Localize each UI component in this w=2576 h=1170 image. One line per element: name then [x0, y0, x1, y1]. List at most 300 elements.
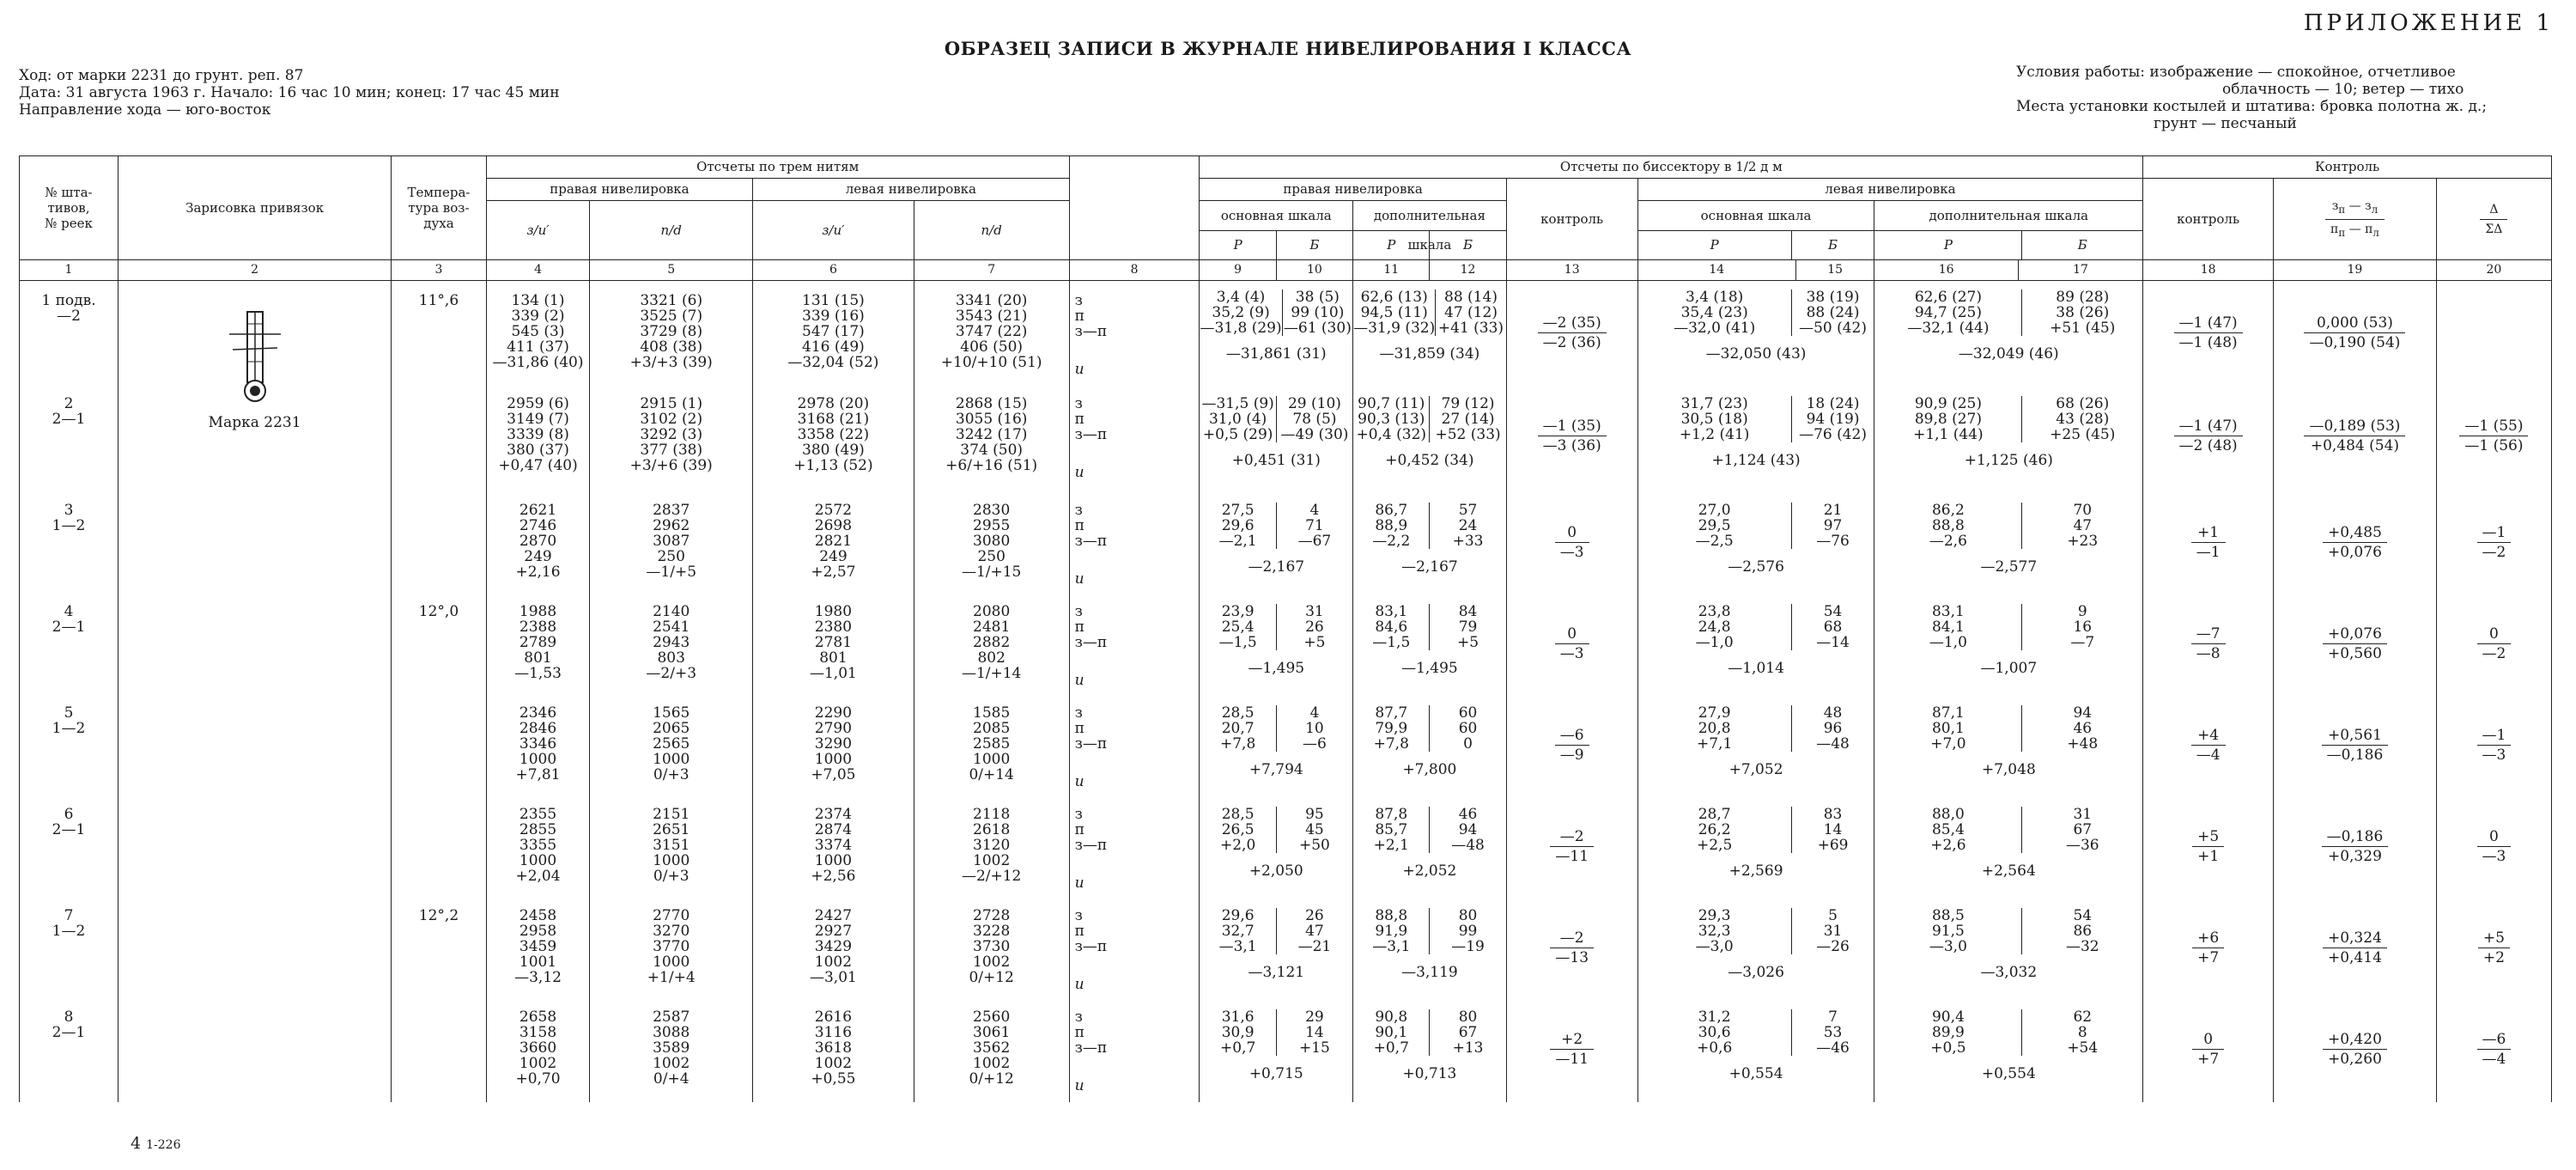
left-main-pair: 3,4 (18) 35,4 (23) —32,0 (41) 38 (19) 88 (24) —50 (42) —32,050 (43) — [1637, 281, 1874, 387]
fraction: $\frac{0}{—3}$ — [1555, 523, 1589, 562]
cell-text: 6 2—1 — [52, 805, 86, 838]
fraction: $\frac{—2 (35)}{—2 (36)}$ — [1538, 314, 1607, 352]
soil-line: грунт — песчаный — [2154, 115, 2297, 132]
table-row — [20, 1001, 2552, 1102]
pair-sum: —32,049 (46) — [1958, 345, 2059, 363]
column-number: 18 — [2143, 260, 2274, 281]
reading-col6 — [753, 697, 914, 798]
page-footer — [131, 1134, 181, 1153]
fraction: $\frac{+0,561}{—0,186}$ — [2322, 726, 2389, 765]
cell-text: 2346 2846 3346 1000 +7,81 — [515, 704, 561, 783]
cell-text: 2915 (1) 3102 (2) 3292 (3) 377 (38) +3/+6 (39) — [629, 394, 713, 474]
reading-col5 — [590, 697, 753, 798]
pair-sum: +7,052 — [1728, 760, 1783, 778]
column-number: 2 — [118, 260, 392, 281]
left-add-pair: 86,2 88,8 —2,6 70 47 +23 —2,577 — [1874, 494, 2143, 595]
left-main-pair: 31,7 (23) 30,5 (18) +1,2 (41) 18 (24) 94 (19) —76 (42) +1,124 (43) — [1637, 387, 1874, 494]
fraction: $\frac{0}{+7}$ — [2192, 1030, 2224, 1069]
cell-text: 1565 2065 2565 1000 0/+3 — [653, 704, 690, 783]
pair-sum: —1,014 — [1728, 659, 1784, 677]
three-threads-header: Отсчеты по трем нитям — [486, 156, 1069, 179]
reading-col7 — [914, 798, 1069, 899]
fraction: $\frac{0}{—2}$ — [2477, 625, 2512, 663]
fraction: $\frac{+4}{—4}$ — [2191, 726, 2226, 765]
pair-sum: +2,564 — [1981, 862, 2036, 880]
column-number: 20 — [2436, 260, 2551, 281]
label-col8 — [1069, 798, 1200, 899]
date-line: Дата: 31 августа 1963 г. Начало: 16 час 10 мин; конец: 17 час 45 мин — [19, 84, 560, 101]
col20-header: $\frac{\Delta}{\Sigma\Delta}$ — [2436, 179, 2551, 260]
control-col20 — [2436, 387, 2551, 494]
cell-text: 2355 2855 3355 1000 +2,04 — [515, 805, 561, 885]
right-main-pair: 3,4 (4) 35,2 (9) —31,8 (29) 38 (5) 99 (10) —61 (30) —31,861 (31) — [1200, 281, 1353, 387]
reading-col5 — [590, 798, 753, 899]
sketch-cell — [118, 899, 392, 1001]
pair-sum: +0,554 — [1981, 1064, 2036, 1082]
temp-cell — [392, 697, 487, 798]
cell-text: 2374 2874 3374 1000 +2,56 — [811, 805, 856, 885]
pair-sum: —3,119 — [1401, 963, 1458, 981]
table-row — [20, 697, 2552, 798]
label-col8 — [1069, 281, 1200, 387]
pair-sum: +2,569 — [1728, 862, 1783, 880]
fraction: $\frac{—0,186}{+0,329}$ — [2322, 827, 2389, 866]
column-number: 9 — [1200, 260, 1276, 281]
levelling-table — [19, 155, 2552, 1102]
pair-sum: —31,859 (34) — [1379, 345, 1480, 363]
left-main-scale: основная шкала Р Б — [1637, 201, 1874, 260]
left-add-scale: дополнительная шкала Р Б — [1874, 201, 2143, 260]
control-col19 — [2274, 281, 2437, 387]
right-main-pair: —31,5 (9) 31,0 (4) +0,5 (29) 29 (10) 78 (5) —49 (30) +0,451 (31) — [1200, 387, 1353, 494]
col6-header: з/и′ — [753, 201, 914, 260]
cell-text: 1988 2388 2789 801 —1,53 — [514, 602, 562, 682]
cell-text: 2118 2618 3120 1002 —2/+12 — [961, 805, 1022, 885]
station-cell — [20, 899, 118, 1001]
reading-col6 — [753, 281, 914, 387]
pair-sum: +7,800 — [1402, 760, 1457, 778]
reading-col6 — [753, 899, 914, 1001]
cell-text: 2151 2651 3151 1000 0/+3 — [653, 805, 690, 885]
reading-col6 — [753, 494, 914, 595]
pair-sum: +0,452 (34) — [1385, 451, 1474, 469]
left-lev2-header: левая нивелировка — [1637, 179, 2143, 201]
control-col18 — [2143, 595, 2274, 697]
cell-text: 1980 2380 2781 801 —1,01 — [809, 602, 857, 682]
fraction: $\frac{—1 (55)}{—1 (56)}$ — [2459, 417, 2528, 455]
label-col8 — [1069, 697, 1200, 798]
route-info — [19, 67, 560, 119]
sum-label: и — [1074, 570, 1084, 588]
pair-sum: —2,577 — [1980, 558, 2038, 576]
work-conditions — [2016, 64, 2487, 132]
cell-text: 2978 (20) 3168 (21) 3358 (22) 380 (49) +1,13 (52) — [793, 394, 873, 474]
control-col19 — [2274, 494, 2437, 595]
left-main-pair: 31,2 30,6 +0,6 7 53 —46 +0,554 — [1637, 1001, 1874, 1102]
col19-header: $\frac{з_п — з_л}{п_п — п_л}$ — [2274, 179, 2437, 260]
control-col19 — [2274, 899, 2437, 1001]
control-col18 — [2143, 899, 2274, 1001]
label-col8 — [1069, 899, 1200, 1001]
control-col20 — [2436, 281, 2551, 387]
control-col18 — [2143, 798, 2274, 899]
table-row — [20, 494, 2552, 595]
cell-text: 1 подв. —2 — [41, 292, 96, 325]
reading-col7 — [914, 494, 1069, 595]
cell-text: 2616 3116 3618 1002 +0,55 — [811, 1008, 856, 1088]
control-col20 — [2436, 697, 2551, 798]
fraction: $\frac{—2}{—13}$ — [1550, 929, 1594, 967]
cell-text: 2140 2541 2943 803 —2/+3 — [646, 602, 697, 682]
right-add-scale: дополнительная шкала Р Б — [1353, 201, 1507, 260]
reading-col4 — [486, 1001, 590, 1102]
right-main-pair: 29,6 32,7 —3,1 26 47 —21 —3,121 — [1200, 899, 1353, 1001]
cell-text: з п з—п — [1074, 1008, 1108, 1057]
reading-col6 — [753, 1001, 914, 1102]
table-row — [20, 595, 2552, 697]
column-numbers-row — [20, 260, 2552, 281]
control-col18 — [2143, 281, 2274, 387]
cell-text: 2658 3158 3660 1002 +0,70 — [515, 1008, 561, 1088]
reading-col7 — [914, 281, 1069, 387]
fraction: $\frac{+0,420}{+0,260}$ — [2323, 1030, 2387, 1069]
table-row — [20, 281, 2552, 387]
sum-label: и — [1074, 361, 1084, 378]
fraction: $\frac{0,000 (53)}{—0,190 (54)}$ — [2304, 314, 2405, 352]
cell-text: 2427 2927 3429 1002 —3,01 — [809, 906, 857, 986]
left-add-pair: 90,9 (25) 89,8 (27) +1,1 (44) 68 (26) 43 (28) +25 (45) +1,125 (46) — [1874, 387, 2143, 494]
fraction: $\frac{—6}{—9}$ — [1555, 726, 1589, 765]
right-add-pair: 90,7 (11) 90,3 (13) +0,4 (32) 79 (12) 27 (14) +52 (33) +0,452 (34) — [1353, 387, 1507, 494]
page-number: 4 — [131, 1134, 142, 1153]
control-col13 — [1506, 1001, 1637, 1102]
control-col20 — [2436, 1001, 2551, 1102]
cell-text: з п з—п — [1074, 501, 1108, 550]
pair-sum: —32,050 (43) — [1705, 345, 1807, 363]
reading-col5 — [590, 281, 753, 387]
column-number: 14 — [1637, 260, 1795, 281]
page-title: ОБРАЗЕЦ ЗАПИСИ В ЖУРНАЛЕ НИВЕЛИРОВАНИЯ I КЛАССА — [944, 38, 1632, 59]
control-col19 — [2274, 798, 2437, 899]
cell-text: 2621 2746 2870 249 +2,16 — [515, 501, 561, 581]
fraction: $\frac{—6}{—4}$ — [2477, 1030, 2512, 1069]
fraction: $\frac{—7}{—8}$ — [2191, 625, 2226, 663]
cell-text: 3321 (6) 3525 (7) 3729 (8) 408 (38) +3/+3 (39) — [629, 292, 713, 371]
sum-label: и — [1074, 1076, 1084, 1094]
cell-text: 2830 2955 3080 250 —1/+15 — [961, 501, 1022, 581]
fraction: $\frac{+1}{—1}$ — [2191, 523, 2226, 562]
cell-text: 12°,2 — [418, 906, 459, 924]
cell-text: 2 2—1 — [52, 394, 86, 428]
pair-sum: +1,124 (43) — [1711, 451, 1801, 469]
cell-text: 3 1—2 — [52, 501, 86, 534]
left-main-pair: 27,9 20,8 +7,1 48 96 —48 +7,052 — [1637, 697, 1874, 798]
column-number: 13 — [1506, 260, 1637, 281]
control-col13 — [1506, 494, 1637, 595]
temp-cell — [392, 595, 487, 697]
reading-col4 — [486, 387, 590, 494]
pair-sum: +7,794 — [1249, 760, 1303, 778]
table-row — [20, 798, 2552, 899]
reading-col4 — [486, 899, 590, 1001]
left-main-pair: 27,0 29,5 —2,5 21 97 —76 —2,576 — [1637, 494, 1874, 595]
column-number: 15 — [1795, 260, 1874, 281]
right-add-pair: 87,8 85,7 +2,1 46 94 —48 +2,052 — [1353, 798, 1507, 899]
column-number: 6 — [753, 260, 914, 281]
cell-text: 3341 (20) 3543 (21) 3747 (22) 406 (50) +10/+10 (51) — [940, 292, 1042, 371]
col8-header — [1069, 156, 1200, 260]
reading-col4 — [486, 798, 590, 899]
cell-text: з п з—п — [1074, 602, 1108, 651]
fraction: $\frac{+0,485}{+0,076}$ — [2323, 523, 2387, 562]
reading-col4 — [486, 281, 590, 387]
col13-header: контроль — [1506, 179, 1637, 260]
right-add-pair: 86,7 88,9 —2,2 57 24 +33 —2,167 — [1353, 494, 1507, 595]
control-col13 — [1506, 899, 1637, 1001]
reading-col4 — [486, 697, 590, 798]
right-add-pair: 87,7 79,9 +7,8 60 60 0 +7,800 — [1353, 697, 1507, 798]
reading-col6 — [753, 798, 914, 899]
direction-line: Направление хода — юго-восток — [19, 101, 271, 119]
cell-text: з п з—п — [1074, 704, 1108, 753]
fraction: $\frac{+2}{—11}$ — [1550, 1030, 1594, 1069]
right-add-pair: 88,8 91,9 —3,1 80 99 —19 —3,119 — [1353, 899, 1507, 1001]
pair-sum: —2,167 — [1401, 558, 1458, 576]
pair-sum: +0,713 — [1402, 1064, 1457, 1082]
reading-col7 — [914, 595, 1069, 697]
route-line: Ход: от марки 2231 до грунт. реп. 87 — [19, 67, 304, 84]
fraction: $\frac{—1 (47)}{—1 (48)}$ — [2174, 314, 2243, 352]
pair-sum: —3,121 — [1248, 963, 1305, 981]
control-col13 — [1506, 595, 1637, 697]
station-cell — [20, 1001, 118, 1102]
right-lev2-header: правая нивелировка — [1200, 179, 1506, 201]
column-number: 12 — [1430, 260, 1506, 281]
column-number: 8 — [1069, 260, 1200, 281]
reading-col5 — [590, 1001, 753, 1102]
reading-col6 — [753, 595, 914, 697]
fraction: $\frac{+5}{+1}$ — [2192, 827, 2224, 866]
table-row — [20, 387, 2552, 494]
control-col20 — [2436, 494, 2551, 595]
column-number: 4 — [486, 260, 590, 281]
cell-text: 2587 3088 3589 1002 0/+4 — [653, 1008, 690, 1088]
left-main-pair: 28,7 26,2 +2,5 83 14 +69 +2,569 — [1637, 798, 1874, 899]
left-main-pair: 23,8 24,8 —1,0 54 68 —14 —1,014 — [1637, 595, 1874, 697]
sum-label: и — [1074, 874, 1084, 892]
left-lev-header: левая нивелировка — [753, 179, 1070, 201]
appendix-label: ПРИЛОЖЕНИЕ 1 — [2303, 10, 2554, 36]
right-add-pair: 83,1 84,6 —1,5 84 79 +5 —1,495 — [1353, 595, 1507, 697]
station-cell — [20, 387, 118, 494]
reading-col5 — [590, 899, 753, 1001]
cell-text: 2560 3061 3562 1002 0/+12 — [969, 1008, 1014, 1088]
pair-sum: +2,052 — [1402, 862, 1457, 880]
pair-sum: —1,007 — [1980, 659, 2038, 677]
fraction: $\frac{+0,324}{+0,414}$ — [2323, 929, 2387, 967]
cell-text: 2959 (6) 3149 (7) 3339 (8) 380 (37) +0,47 (40) — [498, 394, 578, 474]
column-number: 11 — [1353, 260, 1430, 281]
sketch-cell — [118, 1001, 392, 1102]
reading-col5 — [590, 387, 753, 494]
cell-text: з п з—п — [1074, 292, 1108, 340]
benchmark-sketch — [118, 307, 391, 410]
reading-col7 — [914, 697, 1069, 798]
cell-text: 134 (1) 339 (2) 545 (3) 411 (37) —31,86 (40) — [492, 292, 584, 371]
cell-text: 2868 (15) 3055 (16) 3242 (17) 374 (50) +6/+16 (51) — [945, 394, 1038, 474]
right-main-scale: основная шкала Р Б — [1200, 201, 1353, 260]
right-main-pair: 31,6 30,9 +0,7 29 14 +15 +0,715 — [1200, 1001, 1353, 1102]
cell-text: 5 1—2 — [52, 704, 86, 737]
right-main-pair: 28,5 26,5 +2,0 95 45 +50 +2,050 — [1200, 798, 1353, 899]
fraction: $\frac{0}{—3}$ — [1555, 625, 1589, 663]
reading-col7 — [914, 899, 1069, 1001]
control-col18 — [2143, 697, 2274, 798]
pair-sum: +0,451 (31) — [1231, 451, 1321, 469]
fraction: $\frac{+5}{+2}$ — [2478, 929, 2510, 967]
station-cell — [20, 798, 118, 899]
col5-header: п/d — [590, 201, 753, 260]
label-col8 — [1069, 595, 1200, 697]
bisector-header: Отсчеты по биссектору в 1/2 д м — [1200, 156, 2143, 179]
temp-cell — [392, 281, 487, 387]
pair-sum: +0,554 — [1728, 1064, 1783, 1082]
table-row — [20, 899, 2552, 1001]
table-body — [20, 281, 2552, 1102]
cell-text: з п з—п — [1074, 394, 1108, 443]
control-col13 — [1506, 798, 1637, 899]
right-main-pair: 28,5 20,7 +7,8 4 10 —6 +7,794 — [1200, 697, 1353, 798]
label-col8 — [1069, 494, 1200, 595]
cell-text: 11°,6 — [418, 292, 459, 309]
control-col19 — [2274, 1001, 2437, 1102]
pair-sum: +1,125 (46) — [1964, 451, 2053, 469]
left-add-pair: 88,5 91,5 —3,0 54 86 —32 —3,032 — [1874, 899, 2143, 1001]
control-col20 — [2436, 595, 2551, 697]
control-col19 — [2274, 595, 2437, 697]
cell-text: 131 (15) 339 (16) 547 (17) 416 (49) —32,04 (52) — [787, 292, 879, 371]
sketch-cell — [118, 697, 392, 798]
pair-sum: +0,715 — [1249, 1064, 1303, 1082]
fraction: $\frac{—1 (35)}{—3 (36)}$ — [1538, 417, 1607, 455]
right-add-pair: 62,6 (13) 94,5 (11) —31,9 (32) 88 (14) 47 (12) +41 (33) —31,859 (34) — [1353, 281, 1507, 387]
temp-cell — [392, 387, 487, 494]
fraction: $\frac{—2}{—11}$ — [1550, 827, 1594, 866]
control-col13 — [1506, 387, 1637, 494]
control-col13 — [1506, 281, 1637, 387]
column-number: 10 — [1276, 260, 1352, 281]
cell-text: 2837 2962 3087 250 —1/+5 — [646, 501, 697, 581]
cell-text: 2728 3228 3730 1002 0/+12 — [969, 906, 1014, 986]
column-number: 1 — [20, 260, 118, 281]
reading-col7 — [914, 1001, 1069, 1102]
label-col8 — [1069, 1001, 1200, 1102]
column-number: 3 — [392, 260, 487, 281]
col18-header: контроль — [2143, 179, 2274, 260]
col-sketch-header: Зарисовка привязок — [118, 156, 392, 260]
reading-col6 — [753, 387, 914, 494]
fraction: $\frac{—1}{—2}$ — [2477, 523, 2512, 562]
column-number: 17 — [2018, 260, 2142, 281]
reading-col5 — [590, 494, 753, 595]
station-cell — [20, 595, 118, 697]
cell-text: 2080 2481 2882 802 —1/+14 — [961, 602, 1022, 682]
cell-text: 1585 2085 2585 1000 0/+14 — [969, 704, 1014, 783]
placement-line: Места установки костылей и штатива: бровка полотна ж. д.; — [2016, 98, 2488, 115]
pair-sum: +2,050 — [1249, 862, 1303, 880]
pair-sum: —2,576 — [1728, 558, 1784, 576]
temp-cell — [392, 798, 487, 899]
fraction: $\frac{—0,189 (53)}{+0,484 (54)}$ — [2304, 417, 2405, 455]
left-add-pair: 90,4 89,9 +0,5 62 8 +54 +0,554 — [1874, 1001, 2143, 1102]
left-main-pair: 29,3 32,3 —3,0 5 31 —26 —3,026 — [1637, 899, 1874, 1001]
sum-label: и — [1074, 463, 1084, 481]
right-lev-header: правая нивелировка — [486, 179, 752, 201]
pair-sum: —1,495 — [1401, 659, 1458, 677]
temp-cell — [392, 494, 487, 595]
sum-label: и — [1074, 671, 1084, 689]
sketch-cell — [118, 281, 392, 494]
pair-sum: —2,167 — [1248, 558, 1305, 576]
fraction: $\frac{0}{—3}$ — [2477, 827, 2512, 866]
control-col19 — [2274, 387, 2437, 494]
col7-header: п/d — [914, 201, 1069, 260]
pair-sum: —31,861 (31) — [1225, 345, 1327, 363]
station-cell — [20, 697, 118, 798]
reading-col7 — [914, 387, 1069, 494]
pair-sum: —1,495 — [1248, 659, 1305, 677]
temp-cell — [392, 1001, 487, 1102]
cell-text: 12°,0 — [418, 602, 459, 620]
column-number: 16 — [1874, 260, 2018, 281]
cell-text: з п з—п — [1074, 906, 1108, 955]
col-temp-header: Темпера- тура воз- духа — [392, 156, 487, 260]
cell-text: 4 2—1 — [52, 602, 86, 636]
right-main-pair: 27,5 29,6 —2,1 4 71 —67 —2,167 — [1200, 494, 1353, 595]
station-cell — [20, 281, 118, 387]
left-add-pair: 62,6 (27) 94,7 (25) —32,1 (44) 89 (28) 38 (26) +51 (45) —32,049 (46) — [1874, 281, 2143, 387]
control-group-header: Контроль — [2143, 156, 2552, 179]
column-number: 19 — [2274, 260, 2437, 281]
column-number: 5 — [590, 260, 753, 281]
sketch-cell — [118, 494, 392, 595]
cloud-line: облачность — 10; ветер — тихо — [2222, 81, 2464, 98]
cell-text: 7 1—2 — [52, 906, 86, 940]
control-col13 — [1506, 697, 1637, 798]
print-code: 1-226 — [146, 1138, 181, 1152]
control-col18 — [2143, 1001, 2274, 1102]
sketch-cell — [118, 595, 392, 697]
benchmark-icon — [221, 307, 289, 410]
left-add-pair: 88,0 85,4 +2,6 31 67 —36 +2,564 — [1874, 798, 2143, 899]
col-station-header: № шта- тивов, № реек — [20, 156, 118, 260]
control-col18 — [2143, 494, 2274, 595]
fraction: $\frac{+0,076}{+0,560}$ — [2323, 625, 2387, 663]
left-add-pair: 87,1 80,1 +7,0 94 46 +48 +7,048 — [1874, 697, 2143, 798]
right-add-pair: 90,8 90,1 +0,7 80 67 +13 +0,713 — [1353, 1001, 1507, 1102]
reading-col4 — [486, 595, 590, 697]
column-number: 7 — [914, 260, 1069, 281]
sum-label: и — [1074, 975, 1084, 993]
pair-sum: +7,048 — [1981, 760, 2036, 778]
cell-text: з п з—п — [1074, 805, 1108, 854]
pair-sum: —3,032 — [1980, 963, 2038, 981]
label-col8 — [1069, 387, 1200, 494]
pair-sum: —3,026 — [1728, 963, 1784, 981]
cell-text: 2572 2698 2821 249 +2,57 — [811, 501, 856, 581]
control-col19 — [2274, 697, 2437, 798]
sum-label: и — [1074, 772, 1084, 790]
